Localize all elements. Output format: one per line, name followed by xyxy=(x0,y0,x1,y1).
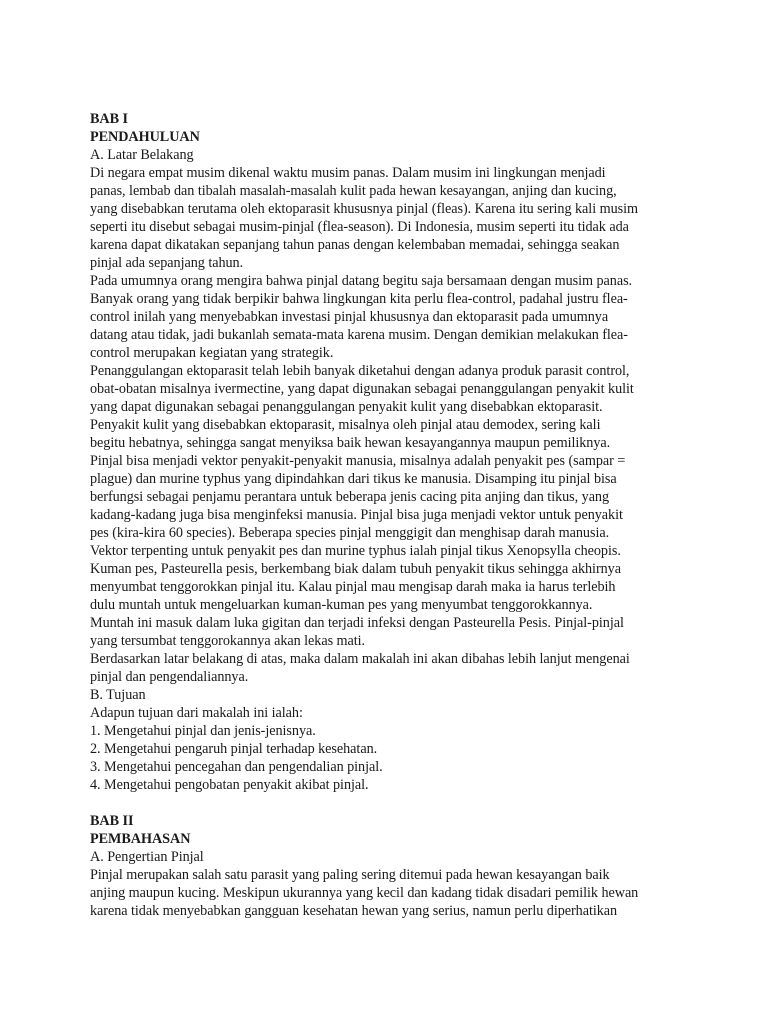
body-line: Berdasarkan latar belakang di atas, maka dalam makalah ini akan dibahas lebih lanjut mengenai xyxy=(90,651,630,667)
body-line: control merupakan kegiatan yang strategik. xyxy=(90,345,334,361)
body-line: Penanggulangan ektoparasit telah lebih banyak diketahui dengan adanya produk parasit control, xyxy=(90,363,630,379)
body-line: control inilah yang menyebabkan investasi pinjal khususnya dan ektoparasit pada umumnya xyxy=(90,309,609,325)
body-line: pinjal ada sepanjang tahun. xyxy=(90,255,244,271)
body-paragraphs xyxy=(90,164,690,686)
body-line: Pinjal merupakan salah satu parasit yang paling sering ditemui pada hewan kesayangan baik xyxy=(90,867,610,883)
body-line: plague) dan murine typhus yang dipindahkan dari tikus ke manusia. Disamping itu pinjal bisa xyxy=(90,471,617,487)
body-line: Di negara empat musim dikenal waktu musim panas. Dalam musim ini lingkungan menjadi xyxy=(90,165,606,181)
document-body xyxy=(90,110,690,920)
body-line: Penyakit kulit yang disebabkan ektoparasit, misalnya oleh pinjal atau demodex, sering kali xyxy=(90,417,601,433)
tujuan-list xyxy=(90,722,690,794)
list-item: 1. Mengetahui pinjal dan jenis-jenisnya. xyxy=(90,723,316,739)
body-line: yang dapat digunakan sebagai penanggulangan penyakit kulit yang disebabkan ektoparasit. xyxy=(90,399,603,415)
body-line: datang atau tidak, jadi bukanlah semata-mata karena musim. Dengan demikian melakukan flea- xyxy=(90,327,628,343)
section-heading: B. Tujuan xyxy=(90,687,146,703)
chapter-title: BAB II xyxy=(90,813,134,829)
body-line: begitu hebatnya, sehingga sangat menyiksa baik hewan kesayangannya maupun pemiliknya. xyxy=(90,435,611,451)
body-line: Pada umumnya orang mengira bahwa pinjal datang begitu saja bersamaan dengan musim panas. xyxy=(90,273,633,289)
body-line: kadang-kadang juga bisa menginfeksi manusia. Pinjal bisa juga menjadi vektor untuk penyakit xyxy=(90,507,623,523)
body-line: yang tersumbat tenggorokannya akan lekas mati. xyxy=(90,633,366,649)
body-line: karena dapat dikatakan sepanjang tahun panas dengan kelembaban memadai, sehingga seakan xyxy=(90,237,620,253)
list-item: 3. Mengetahui pencegahan dan pengendalian pinjal. xyxy=(90,759,383,775)
body-line: dulu muntah untuk mengeluarkan kuman-kuman pes yang menyumbat tenggorokkannya. xyxy=(90,597,593,613)
body-paragraphs xyxy=(90,866,690,920)
section-heading: A. Pengertian Pinjal xyxy=(90,849,204,865)
body-line: obat-obatan misalnya ivermectine, yang dapat digunakan sebagai penanggulangan penyakit kulit xyxy=(90,381,634,397)
body-line: pinjal dan pengendaliannya. xyxy=(90,669,249,685)
body-line: karena tidak menyebabkan gangguan kesehatan hewan yang serius, namun perlu diperhatikan xyxy=(90,903,618,919)
section-heading: A. Latar Belakang xyxy=(90,147,194,163)
body-line: Pinjal bisa menjadi vektor penyakit-penyakit manusia, misalnya adalah penyakit pes (sampar = xyxy=(90,453,626,469)
body-line: menyumbat tenggorokkan pinjal itu. Kalau pinjal mau mengisap darah maka ia harus terlebih xyxy=(90,579,616,595)
body-line: Muntah ini masuk dalam luka gigitan dan terjadi infeksi dengan Pasteurella Pesis. Pinjal-pinjal xyxy=(90,615,624,631)
list-item: 2. Mengetahui pengaruh pinjal terhadap kesehatan. xyxy=(90,741,378,757)
body-line: Banyak orang yang tidak berpikir bahwa lingkungan kita perlu flea-control, padahal justru flea- xyxy=(90,291,628,307)
chapter-subtitle: PEMBAHASAN xyxy=(90,831,191,847)
body-line: Vektor terpenting untuk penyakit pes dan murine typhus ialah pinjal tikus Xenopsylla cheopis. xyxy=(90,543,621,559)
chapter-spacer xyxy=(90,794,690,812)
tujuan-intro: Adapun tujuan dari makalah ini ialah: xyxy=(90,705,303,721)
body-line: yang disebabkan terutama oleh ektoparasit khususnya pinjal (fleas). Karena itu sering kali musim xyxy=(90,201,638,217)
body-line: pes (kira-kira 60 species). Beberapa species pinjal menggigit dan menghisap darah manusia. xyxy=(90,525,610,541)
body-line: Kuman pes, Pasteurella pesis, berkembang biak dalam tubuh penyakit tikus sehingga akhirnya xyxy=(90,561,621,577)
chapter-subtitle: PENDAHULUAN xyxy=(90,129,200,145)
body-line: berfungsi sebagai penjamu perantara untuk beberapa jenis cacing pita anjing dan tikus, yang xyxy=(90,489,610,505)
chapter-title: BAB I xyxy=(90,111,128,127)
body-line: panas, lembab dan tibalah masalah-masalah kulit pada hewan kesayangan, anjing dan kucing, xyxy=(90,183,617,199)
list-item: 4. Mengetahui pengobatan penyakit akibat pinjal. xyxy=(90,777,369,793)
body-line: anjing maupun kucing. Meskipun ukurannya yang kecil dan kadang tidak disadari pemilik hewan xyxy=(90,885,639,901)
body-line: seperti itu disebut sebagai musim-pinjal (flea-season). Di Indonesia, musim seperti itu tidak ada xyxy=(90,219,629,235)
